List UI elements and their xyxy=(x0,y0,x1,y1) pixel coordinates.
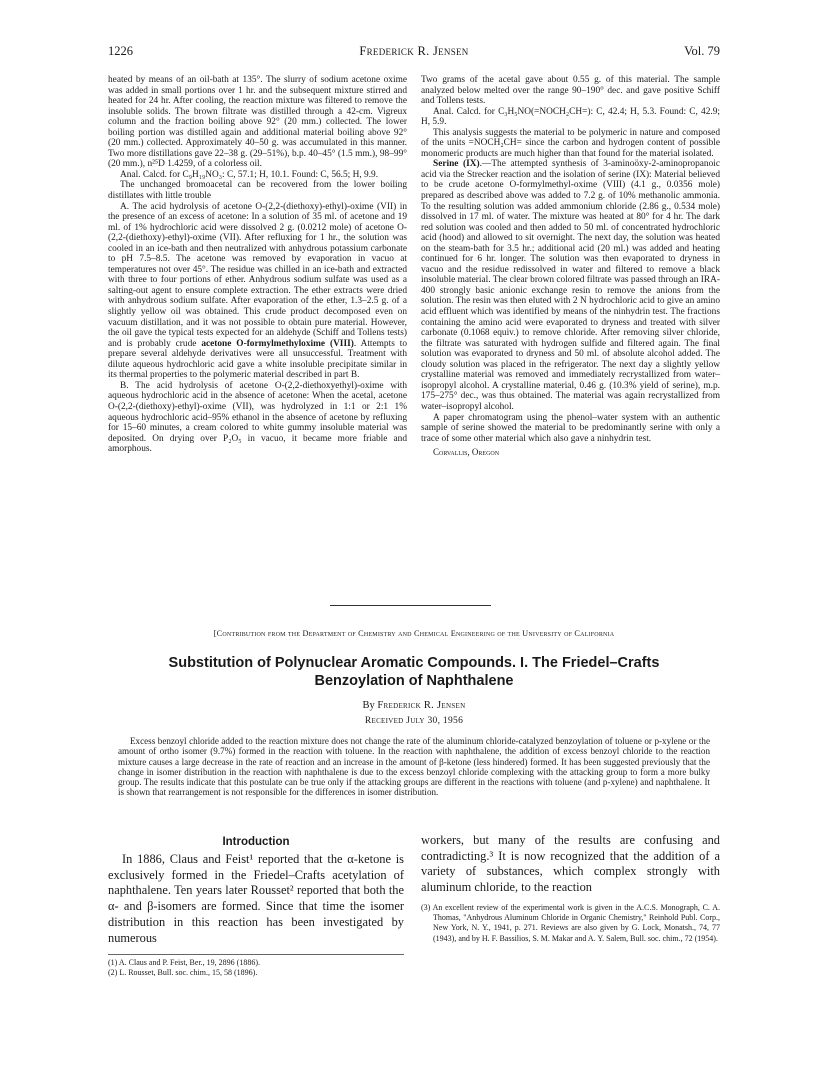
introduction-left xyxy=(108,852,404,946)
analysis-paragraph: Anal. Calcd. for C₉H₁₉NO₃: C, 57.1; H, 10.1. Found: C, 56.5; H, 9.9. xyxy=(120,169,379,180)
compound-name: acetone O-formylmethyloxime (VIII) xyxy=(201,338,354,349)
compound-name: Serine (IX) xyxy=(433,159,480,170)
location-signature: Corvallis, Oregon xyxy=(433,447,500,458)
footnotes-right xyxy=(421,903,720,944)
analysis-paragraph: Anal. Calcd. for C₃H₅NO(=NOCH₂CH=): C, 42.4; H, 5.3. Found: C, 42.9; H, 5.9. xyxy=(421,106,720,128)
abstract: Excess benzoyl chloride added to the reaction mixture does not change the rate of the aluminum chloride-catalyzed benzoylation of toluene or p-xylene or the amount of ortho isomer (9.7%) formed in the reaction with toluene. In the reaction with naphthalene, the addition of excess benzoyl chloride to the reaction mixture causes a large decrease in the rate of reaction and an increase in the amount of β-ketone (less hindered) formed. It has been suggested previously that the change in isomer distribution in the reaction with naphthalene is due to the excess benzoyl chloride complexing with the attacking group to form a more bulky group. The results indicate that this postulate can be true only if the attacking groups are different in the reactions with toluene (and p-xylene) and naphthalene. It is shown that rearrangement is not responsible for the differences in isomer distribution. xyxy=(118,736,710,798)
serine-paragraph xyxy=(421,159,720,412)
article-title xyxy=(108,654,720,690)
footnote: (3) An excellent review of the experimental work is given in the A.C.S. Monograph, C. A. Thomas, "Anhydrous Aluminum Chloride in Organic Chemistry," Reinhold Publ. Corp., New York, N. Y., 1941, p. 271. Reviews are also given by G. Lock, Monatsh., 74, 77 (1943), and by H. F. Bassilios, S. M. Makar and A. Y. Salem, Bull. soc. chim., 72 (1954). xyxy=(421,903,720,943)
paragraph: In 1886, Claus and Feist¹ reported that the α-ketone is exclusively formed in the Friedel–Crafts acetylation of naphthalene. Ten years later Rousset² reported that both the α- and β-isomers are formed. Since that time the isomer distribution in this reaction has been investigated by numerous xyxy=(108,852,404,945)
section-heading: Introduction xyxy=(222,836,290,848)
footnotes-left xyxy=(108,958,404,978)
text-run: .—The attempted synthesis of 3-aminoöxy-2-aminopropanoic acid via the Strecker reaction and the isolation of serine (IX): Material believed to be crude acetone O-formylmethyl-oxime (VIII) (4.1 g., 0.0356 mole) prepared as described above was added to 7.2 g. of 10% methanolic ammonia. To the resulting solution was added ammonium chloride (2.86 g., 0.534 mole) dissolved in 17 ml. of water. The mixture was heated at 80° for 4 hr. The dark red solution was cooled and then added to 50 ml. of concentrated hydrochloric acid (hood) and allowed to sit overnight. The next day, the solution was heated on the steam-bath for 3.5 hr.; additional acid (20 ml.) was added and heating continued for 6 hr. longer. The solution was then evaporated to dryness in vacuo and the residue redissolved in water and filtered to remove a black insoluble material. The clear brown colored filtrate was passed through an IRA-400 strongly basic anionic exchange resin to remove the anions from the solution. The resin was then eluted with 2 N hydrochloric acid to give an amino acid effluent which was identified by means of the ninhydrin test. The fractions containing the amino acid were evaporated to dryness and treated with silver carbonate (0.1068 equiv.) to remove chloride. After removing silver chloride, the filtrate was saturated with hydrogen sulfide and filtered again. The final solution was evaporated to dryness and 50 ml. of absolute alcohol added. The cloudy solution was placed in the refrigerator. The next day a slightly yellow crystalline material was removed and immediately recrystallized from water–isopropyl alcohol. A crystalline material, 0.46 g. (10.3% yield of serine), m.p. 175–275° dec., was thus obtained. The material was again recrystallized from water–isopropyl alcohol. xyxy=(421,159,721,412)
text-run: A. The acid hydrolysis of acetone O-(2,2-(diethoxy)-ethyl)-oxime (VII) in the presence of an excess of acetone: In a solution of 35 ml. of acetone and 19 ml. of 1% hydrochloric acid were dissolved 2 g. (0.0212 mole) of acetone O-(2,2-(diethoxy)-ethyl)-oxime (VII). After refluxing for 1 hr., the solution was cooled in an ice-bath and then neutralized with anhydrous potassium carbonate to pH 7.5–8.5. The acetone was removed by evaporation in vacuo at temperatures not over 45°. The residue was chilled in an ice-bath and extracted with three to four portions of ether. Anhydrous sodium sulfate was used as a salting-out agent to ensure complete extraction. The ether extracts were dried with anhydrous sodium sulfate. After evaporation of the ether, 1.3–2.5 g. of a slightly yellow oil was obtained. This crude product decomposed even on vacuum distillation, and it was not possible to obtain pure material. However, the oil gave the typical tests expected for an aldehyde (Schiff and Tollens tests) and is probably crude xyxy=(108,201,407,349)
right-column-experimental xyxy=(421,75,720,458)
paragraph-part-a xyxy=(108,202,407,381)
left-column-experimental xyxy=(108,75,407,455)
paragraph: workers, but many of the results are confusing and contradicting.³ It is now recognized that the addition of a variety of substances, which complex strongly with aluminum chloride, to the reaction xyxy=(421,833,720,895)
paragraph: This analysis suggests the material to be polymeric in nature and composed of the units =NOCH₂CH= since the carbon and hydrogen content of possible monomeric products are much higher than that found for the material isolated. xyxy=(421,127,720,159)
running-head xyxy=(108,44,720,60)
volume-label: Vol. 79 xyxy=(684,44,720,58)
paragraph: Two grams of the acetal gave about 0.55 g. of this material. The sample analyzed below melted over the range 90–190° dec. and gave positive Schiff and Tollens tests. xyxy=(421,75,720,107)
introduction-right xyxy=(421,833,720,896)
text-run: . Attempts to prepare several aldehyde derivatives were all unsuccessful. Treatment with dilute aqueous hydrochloric acid gave a white insoluble precipitate similar in its thermal properties to the polymeric material described in part B. xyxy=(108,338,407,381)
page-number: 1226 xyxy=(108,44,133,58)
contribution-line: [Contribution from the Department of Chemistry and Chemical Engineering of the University of California xyxy=(213,629,615,638)
title-line: Substitution of Polynuclear Aromatic Compounds. I. The Friedel–Crafts xyxy=(168,655,660,671)
paragraph: The unchanged bromoacetal can be recovered from the lower boiling distillates with little trouble xyxy=(108,180,407,202)
author-name: Frederick R. Jensen xyxy=(377,700,466,711)
received-date: Received July 30, 1956 xyxy=(364,716,464,726)
title-line: Benzoylation of Naphthalene xyxy=(314,673,514,689)
paragraph-part-b: B. The acid hydrolysis of acetone O-(2,2-diethoxyethyl)-oxime with aqueous hydrochloric acid in the absence of acetone: When the acetal, acetone O-(2,2-(diethoxy)-ethyl)-oxime (VII), was hydrolyzed in 1:1 or 2:1 1% aqueous hydrochloric acid–95% ethanol in the absence of acetone by refluxing for 15–60 minutes, a cream colored to white gummy insoluble material was deposited. On drying over P₂O₅ in vacuo, it became more friable and amorphous. xyxy=(108,380,407,455)
section-divider xyxy=(330,605,491,606)
byline xyxy=(108,700,720,711)
by-label: By xyxy=(362,700,375,711)
footnote: (1) A. Claus and P. Feist, Ber., 19, 2896 (1886). xyxy=(108,958,260,967)
paragraph: heated by means of an oil-bath at 135°. The slurry of sodium acetone oxime was added in small portions over 1 hr. and the subsequent mixture stirred and heated for 24 hr. After cooling, the reaction mixture was filtered to remove the insoluble solids. The brown filtrate was distilled through a 42-cm. Vigreux column and the fraction boiling above 92° (20 mm.) collected. The lower boiling portion was distilled again and additional material boiling above 92° (20 mm.) collected. Approximately 40–50 g. was accumulated in this manner. Two more distillations gave 22–38 g. (29–51%), b.p. 40–45° (1.5 mm.), 98–99° (20 mm.), n²⁵D 1.4259, of a colorless oil. xyxy=(108,75,407,170)
footnote-rule xyxy=(108,954,404,955)
running-head-author: Frederick R. Jensen xyxy=(359,44,469,58)
footnote: (2) L. Rousset, Bull. soc. chim., 15, 58 (1896). xyxy=(108,968,258,978)
paragraph: A paper chromatogram using the phenol–water system with an authentic sample of serine showed the material to be predominantly serine with only a trace of some other material which also gave a ninhydrin test. xyxy=(421,412,720,444)
